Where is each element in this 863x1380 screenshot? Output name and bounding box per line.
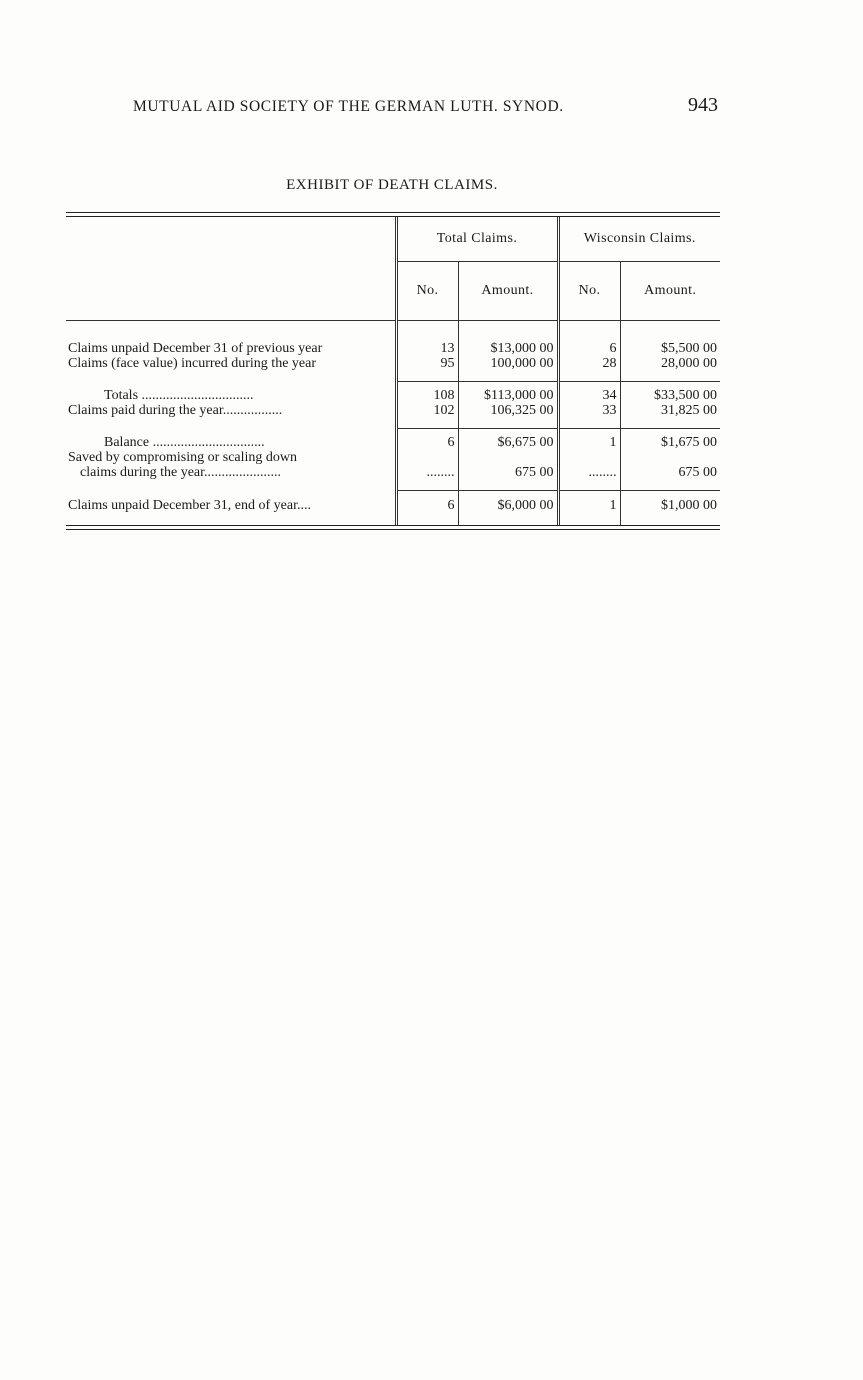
total-amount-cell: 106,325 00 [458, 403, 558, 429]
wisconsin-amount-cell: 28,000 00 [620, 356, 720, 382]
row-label: Claims (face value) incurred during the year [68, 356, 317, 371]
wisconsin-no-header: No. [558, 262, 620, 321]
wisconsin-amount-cell: $5,500 00 [620, 341, 720, 356]
wisconsin-no-cell: 1 [558, 429, 620, 451]
wisconsin-amount-cell: 31,825 00 [620, 403, 720, 429]
table-row [66, 341, 720, 356]
total-no-cell: 108 [396, 382, 458, 404]
wisconsin-amount-cell: 675 00 [620, 465, 720, 491]
total-amount-cell: $113,000 00 [458, 382, 558, 404]
running-head-title: MUTUAL AID SOCIETY OF THE GERMAN LUTH. SYNOD. [133, 98, 564, 115]
death-claims-table [66, 212, 720, 530]
table-row [66, 403, 720, 429]
table-bottom-rule [66, 525, 720, 530]
exhibit-title: EXHIBIT OF DEATH CLAIMS. [286, 177, 498, 193]
claims-table [66, 217, 720, 525]
wisconsin-no-cell: ........ [558, 465, 620, 491]
total-no-cell: 95 [396, 356, 458, 382]
total-no-cell: 102 [396, 403, 458, 429]
wisconsin-amount-cell: $33,500 00 [620, 382, 720, 404]
table-row [66, 429, 720, 451]
row-label-continued: claims during the year...................... [80, 465, 282, 480]
total-amount-cell: $6,675 00 [458, 429, 558, 451]
total-amount-cell: $13,000 00 [458, 341, 558, 356]
table-row [66, 465, 720, 491]
table-row [66, 382, 720, 404]
wisconsin-claims-header: Wisconsin Claims. [558, 217, 720, 262]
table-row [66, 356, 720, 382]
total-no-cell: 6 [396, 429, 458, 451]
wisconsin-no-cell: 28 [558, 356, 620, 382]
wisconsin-no-cell: 1 [558, 491, 620, 526]
total-amount-cell: 100,000 00 [458, 356, 558, 382]
row-label: Balance ................................ [104, 434, 265, 450]
wisconsin-no-cell: 33 [558, 403, 620, 429]
row-label: Claims paid during the year................. [68, 403, 283, 418]
wisconsin-no-cell: 34 [558, 382, 620, 404]
total-no-cell: 13 [396, 341, 458, 356]
label-column-header [66, 217, 396, 321]
row-label: Claims unpaid December 31 of previous year [68, 341, 323, 356]
wisconsin-amount-cell: $1,000 00 [620, 491, 720, 526]
total-no-cell: 6 [396, 491, 458, 526]
total-amount-cell: $6,000 00 [458, 491, 558, 526]
row-label: Saved by compromising or scaling down [68, 450, 298, 465]
total-no-header: No. [396, 262, 458, 321]
page-number: 943 [688, 94, 718, 116]
wisconsin-amount-cell: $1,675 00 [620, 429, 720, 451]
total-amount-header: Amount. [458, 262, 558, 321]
wisconsin-amount-header: Amount. [620, 262, 720, 321]
total-amount-cell: 675 00 [458, 465, 558, 491]
table-row [66, 450, 720, 465]
wisconsin-no-cell: 6 [558, 341, 620, 356]
row-label: Claims unpaid December 31, end of year.... [68, 497, 311, 513]
total-claims-header: Total Claims. [396, 217, 558, 262]
total-no-cell: ........ [396, 465, 458, 491]
table-row [66, 491, 720, 526]
row-label: Totals ................................ [104, 387, 254, 403]
running-head [133, 94, 718, 117]
